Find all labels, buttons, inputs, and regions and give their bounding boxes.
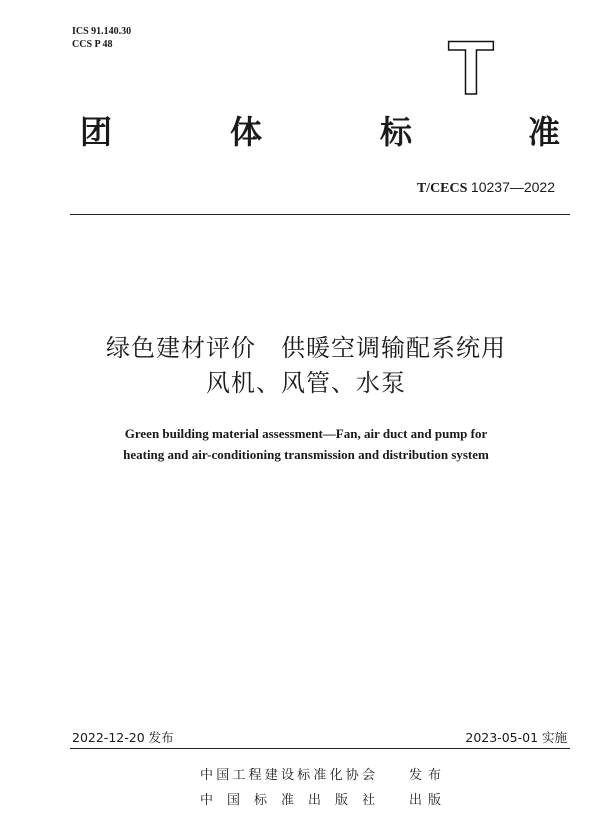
standard-type-char-1: 团 (80, 113, 113, 151)
ccs-code: CCS P 48 (72, 39, 113, 50)
standard-number-value: 10237—2022 (470, 179, 555, 195)
standard-t-logo (446, 36, 496, 98)
publisher-name: 中国标准出版社 (200, 793, 375, 808)
title-cn-line-1: 绿色建材评价 供暖空调输配系统用 (106, 334, 506, 362)
standard-type-char-2: 体 (230, 113, 263, 151)
standard-type-char-4: 准 (528, 113, 561, 151)
issuer-name: 中国工程建设标准化协会 (200, 768, 375, 783)
standard-number-prefix: T/CECS (416, 181, 468, 196)
standard-number (417, 178, 555, 198)
publish-date: 2022-12-20 发布 (72, 730, 174, 745)
ics-code: ICS 91.140.30 (72, 26, 132, 37)
logo-letter: T (447, 36, 495, 98)
bottom-divider (70, 748, 570, 749)
title-cn-line-2: 风机、风管、水泵 (206, 369, 406, 397)
standard-type-char-3: 标 (380, 113, 413, 151)
publisher-action: 出版 (409, 793, 441, 808)
issuer-action: 发布 (409, 768, 441, 783)
title-en-line-2: heating and air-conditioning transmission and distribution system (123, 447, 489, 462)
top-divider (70, 214, 570, 215)
implement-date: 2023-05-01 实施 (465, 730, 567, 745)
title-en-line-1: Green building material assessment—Fan, air duct and pump for (124, 426, 488, 441)
